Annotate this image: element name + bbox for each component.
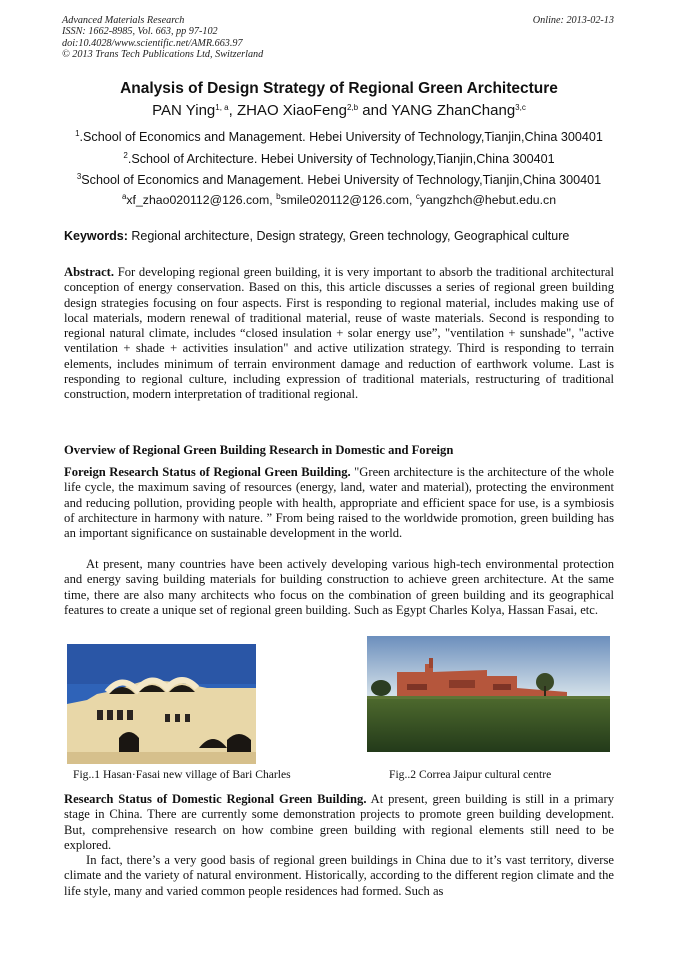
- running-header: [62, 15, 263, 61]
- subsection-label: Research Status of Domestic Regional Green Building.: [64, 792, 367, 806]
- journal-name: Advanced Materials Research: [62, 15, 185, 26]
- author-list: [0, 102, 678, 119]
- author-sup: 1, a: [215, 103, 229, 112]
- affiliation-text: .School of Architecture. Hebei University of Technology,Tianjin,China 300401: [127, 152, 555, 166]
- issn: ISSN: 1662-8985, Vol. 663, pp 97-102: [62, 26, 218, 38]
- affiliation-text: .School of Economics and Management. Hebei University of Technology,Tianjin,China 300401: [79, 130, 603, 144]
- affiliation: [0, 152, 678, 166]
- domestic-research-paragraph: [64, 792, 614, 853]
- email-link[interactable]: xf_zhao020112@126.com,: [126, 193, 277, 207]
- abstract: [64, 265, 614, 403]
- affiliation-num: 1: [75, 129, 80, 138]
- email-link[interactable]: smile020112@126.com,: [280, 193, 416, 207]
- section-heading: Overview of Regional Green Building Research in Domestic and Foreign: [64, 443, 454, 457]
- figure-1-caption: Fig..1 Hasan·Fasai new village of Bari Charles: [73, 768, 291, 781]
- author-sep: ,: [228, 102, 237, 119]
- affiliation: [0, 130, 678, 144]
- foreign-research-paragraph-2: At present, many countries have been actively developing various high-tech environmental protection and energy saving building materials for building construction to achieve green architecture. At the same time, there are also many architects who focus on the combination of green building and its geographical features to create a unique set of regional green building. Such as Egypt Charles Kolya, Hassan Fasai, etc.: [64, 557, 614, 617]
- email-sup: a: [121, 192, 127, 201]
- affiliation: [0, 173, 678, 187]
- email-link[interactable]: yangzhch@hebut.edu.cn: [419, 193, 557, 207]
- affiliation-text: School of Economics and Management. Hebei University of Technology,Tianjin,China 300401: [81, 173, 602, 187]
- online-date: Online: 2013-02-13: [532, 15, 614, 26]
- author-name: ZHAO XiaoFeng: [236, 102, 347, 119]
- domestic-research-paragraph-2: In fact, there’s a very good basis of regional green buildings in China due to it’s vast territory, diverse climate and the variety of natural environment. Historically, according to the different region climate and the life style, many and varied common people residences had formed. Such as: [64, 853, 614, 898]
- email-line: [0, 193, 678, 207]
- figure-2-caption: Fig..2 Correa Jaipur cultural centre: [389, 768, 552, 781]
- doi: doi:10.4028/www.scientific.net/AMR.663.97: [62, 37, 243, 49]
- author-sup: 2,b: [346, 103, 359, 112]
- subsection-label: Foreign Research Status of Regional Green Building.: [64, 465, 351, 479]
- email-sup: b: [276, 192, 281, 201]
- paragraph-text: At present, green building is still in a primary stage in China. There are currently some demonstration projects to promote green building development. But, comprehensive research on how combine green building with regional elements still need to be explored.: [64, 792, 614, 852]
- foreign-research-paragraph: [64, 465, 614, 541]
- abstract-text: For developing regional green building, it is very important to absorb the traditional architectural conception of energy conservation. Based on this, this article discusses a series of regional green building design strategies focusing on four aspects. First is responding to regional material, includes making use of local materials, modern renewal of traditional material, reuse of waste materials. Second is responding to regional natural climate, includes “closed insulation + solar energy use”, "ventilation + sunshade", "active ventilation + shade + activities insulation" and active utilization strategy. Third is responding to terrain elements, includes minimum of terrain environment damage and reduction of earthwork volume. Last is responding to regional culture, including expression of traditional materials, restructuring of traditional construction, modern interpretation of traditional regional.: [64, 265, 614, 402]
- email-sup: c: [415, 192, 420, 201]
- author-sup: 3,c: [515, 103, 526, 112]
- paper-title: Analysis of Design Strategy of Regional Green Architecture: [120, 80, 558, 97]
- paragraph-text: "Green architecture is the architecture of the whole life cycle, the maximum saving of resources (energy, land, water and material), protecting the environment and reducing pollution, providing people with health, appropriate and efficient space for use, is a symbiosis of architecture in harmony with nature. ” From being raised to the worldwide promotion, green building has an important significance on sustainable development in the world.: [64, 465, 614, 541]
- figure-2-image: [367, 636, 610, 752]
- author-name: PAN Ying: [152, 102, 216, 119]
- figure-1-image: [67, 644, 256, 764]
- affiliation-num: 3: [76, 172, 82, 181]
- keywords-label: Keywords:: [64, 229, 128, 243]
- keywords-text: Regional architecture, Design strategy, Green technology, Geographical culture: [127, 229, 570, 243]
- abstract-label: Abstract.: [64, 265, 115, 279]
- copyright: © 2013 Trans Tech Publications Ltd, Switzerland: [62, 49, 264, 61]
- author-sep: and: [358, 102, 392, 119]
- affiliation-num: 2: [123, 151, 128, 160]
- author-name: YANG ZhanChang: [391, 102, 516, 119]
- keywords: [64, 229, 624, 243]
